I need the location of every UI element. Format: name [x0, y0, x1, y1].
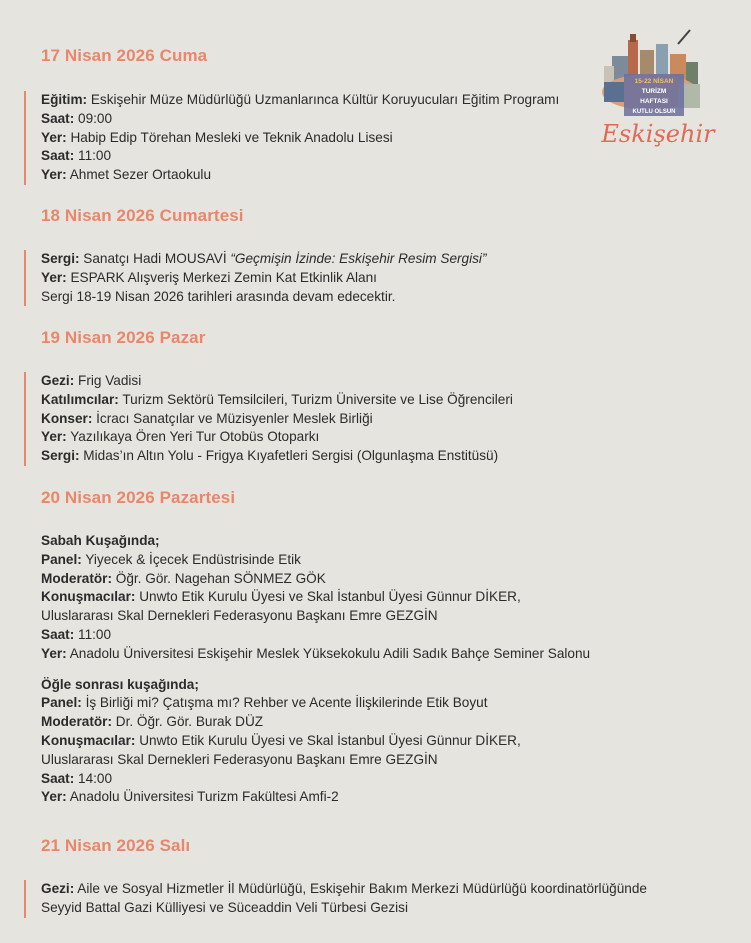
label-panel: Panel:: [41, 551, 82, 567]
event-line: [41, 269, 486, 288]
day-title-18-nisan: 18 Nisan 2026 Cumartesi: [41, 206, 244, 225]
value-konser: İcracı Sanatçılar ve Müzisyenler Meslek Birliği: [92, 410, 373, 426]
day-title-21-nisan: 21 Nisan 2026 Salı: [41, 836, 191, 855]
logo-illustration: [590, 26, 730, 154]
value-yer: Yazılıkaya Ören Yeri Tur Otobüs Otoparkı: [66, 429, 320, 445]
value-panel: İş Birliği mi? Çatışma mı? Rehber ve Acente İlişkilerinde Etik Boyut: [81, 695, 488, 711]
logo-line2: TURİZM: [641, 88, 667, 95]
label-saat: Saat:: [41, 770, 75, 786]
spacer: [41, 664, 590, 676]
afternoon-heading-text: Öğle sonrası kuşağında;: [41, 676, 199, 692]
event-line: [41, 732, 590, 751]
event-line: [41, 129, 559, 148]
day-block-20-nisan: [24, 532, 590, 807]
event-line: [41, 250, 486, 269]
day-title-20-nisan: 20 Nisan 2026 Pazartesi: [41, 488, 236, 507]
label-yer: Yer:: [41, 789, 67, 805]
event-line-continued: Uluslararası Skal Dernekleri Federasyonu Başkanı Emre GEZGİN: [41, 751, 438, 767]
event-line: [41, 166, 559, 185]
label-katilimcilar: Katılımcılar:: [41, 391, 119, 407]
value-saat: 09:00: [74, 110, 113, 126]
morning-heading-text: Sabah Kuşağında;: [41, 533, 160, 548]
value-yer: Ahmet Sezer Ortaokulu: [66, 167, 212, 183]
event-line: [41, 110, 559, 129]
logo-line3: HAFTASI: [640, 98, 668, 105]
day-title-17-nisan: 17 Nisan 2026 Cuma: [41, 46, 208, 65]
logo-line1: 15-22 NİSAN: [634, 78, 674, 85]
event-line: [41, 91, 559, 110]
label-yer: Yer:: [41, 269, 67, 285]
value-egitim: Eskişehir Müze Müdürlüğü Uzmanlarınca Kültür Koruyucuları Eğitim Programı: [87, 92, 560, 107]
day-block-18-nisan: [24, 250, 486, 306]
value-gezi: Aile ve Sosyal Hizmetler İl Müdürlüğü, Eskişehir Bakım Merkezi Müdürlüğü koordinatörlüğünde: [74, 881, 647, 896]
session-heading-afternoon: [41, 676, 590, 695]
label-yer: Yer:: [41, 167, 67, 183]
event-line: [41, 391, 513, 410]
label-moderator: Moderatör:: [41, 714, 112, 730]
label-saat: Saat:: [41, 148, 75, 164]
label-konusmacilar: Konuşmacılar:: [41, 732, 136, 748]
label-saat: Saat:: [41, 626, 75, 642]
value-sergi: Sanatçı Hadi MOUSAVİ: [79, 251, 231, 266]
day-block-17-nisan: [24, 91, 559, 185]
value-saat: 14:00: [74, 770, 113, 786]
label-moderator: Moderatör:: [41, 570, 112, 586]
value-yer: Anadolu Üniversitesi Eskişehir Meslek Yüksekokulu Adili Sadık Bahçe Seminer Salonu: [66, 645, 591, 661]
value-yer: Habip Edip Törehan Mesleki ve Teknik Anadolu Lisesi: [66, 129, 393, 145]
label-yer: Yer:: [41, 129, 67, 145]
label-konser: Konser:: [41, 410, 93, 426]
event-line-continued: Seyyid Battal Gazi Külliyesi ve Süceaddin Veli Türbesi Gezisi: [41, 899, 408, 915]
logo-line4: KUTLU OLSUN: [632, 109, 676, 115]
event-line: [41, 428, 513, 447]
event-line: [41, 147, 559, 166]
value-moderator: Dr. Öğr. Gör. Burak DÜZ: [112, 714, 264, 730]
value-konusmacilar: Unwto Etik Kurulu Üyesi ve Skal İstanbul Üyesi Günnur DİKER,: [135, 589, 521, 605]
value-yer: ESPARK Alışveriş Merkezi Zemin Kat Etkinlik Alanı: [66, 269, 377, 285]
value-saat: 11:00: [74, 626, 112, 642]
day-title-19-nisan: 19 Nisan 2026 Pazar: [41, 328, 206, 347]
value-konusmacilar: Unwto Etik Kurulu Üyesi ve Skal İstanbul Üyesi Günnur DİKER,: [135, 732, 521, 748]
value-katilimcilar: Turizm Sektörü Temsilcileri, Turizm Üniversite ve Lise Öğrencileri: [118, 391, 513, 407]
event-line: [41, 570, 590, 589]
event-line: [41, 551, 590, 570]
day-block-21-nisan: [24, 880, 647, 918]
value-moderator: Öğr. Gör. Nagehan SÖNMEZ GÖK: [112, 570, 326, 586]
value-sergi: Midas’ın Altın Yolu - Frigya Kıyafetleri Sergisi (Olgunlaşma Enstitüsü): [79, 448, 499, 464]
day-block-19-nisan: [24, 372, 513, 466]
value-panel: Yiyecek & İçecek Endüstrisinde Etik: [81, 551, 301, 567]
event-line-continued: Uluslararası Skal Dernekleri Federasyonu Başkanı Emre GEZGİN: [41, 608, 438, 624]
label-sergi: Sergi:: [41, 448, 80, 464]
event-line: [41, 694, 590, 713]
value-sergi-title: “Geçmişin İzinde: Eskişehir Resim Sergisi”: [230, 251, 487, 266]
event-line: [41, 410, 513, 429]
value-saat: 11:00: [74, 148, 112, 164]
label-egitim: Eğitim:: [41, 92, 88, 107]
tourism-week-logo: [590, 26, 730, 154]
event-line: [41, 788, 590, 807]
event-note: Sergi 18-19 Nisan 2026 tarihleri arasında devam edecektir.: [41, 288, 396, 304]
logo-city: Eskişehir: [601, 120, 715, 148]
event-line: [41, 770, 590, 789]
label-yer: Yer:: [41, 645, 67, 661]
event-line: [41, 372, 513, 391]
label-gezi: Gezi:: [41, 881, 75, 896]
event-line: [41, 880, 647, 899]
event-line: [41, 645, 590, 664]
event-line: [41, 447, 513, 466]
event-line: [41, 588, 590, 607]
label-konusmacilar: Konuşmacılar:: [41, 589, 136, 605]
label-saat: Saat:: [41, 110, 75, 126]
label-sergi: Sergi:: [41, 251, 80, 266]
event-line: [41, 626, 590, 645]
label-yer: Yer:: [41, 429, 67, 445]
label-gezi: Gezi:: [41, 373, 75, 388]
value-gezi: Frig Vadisi: [74, 373, 142, 388]
label-panel: Panel:: [41, 695, 82, 711]
value-yer: Anadolu Üniversitesi Turizm Fakültesi Amfi-2: [66, 789, 339, 805]
session-heading-morning: [41, 532, 590, 551]
event-line: [41, 713, 590, 732]
